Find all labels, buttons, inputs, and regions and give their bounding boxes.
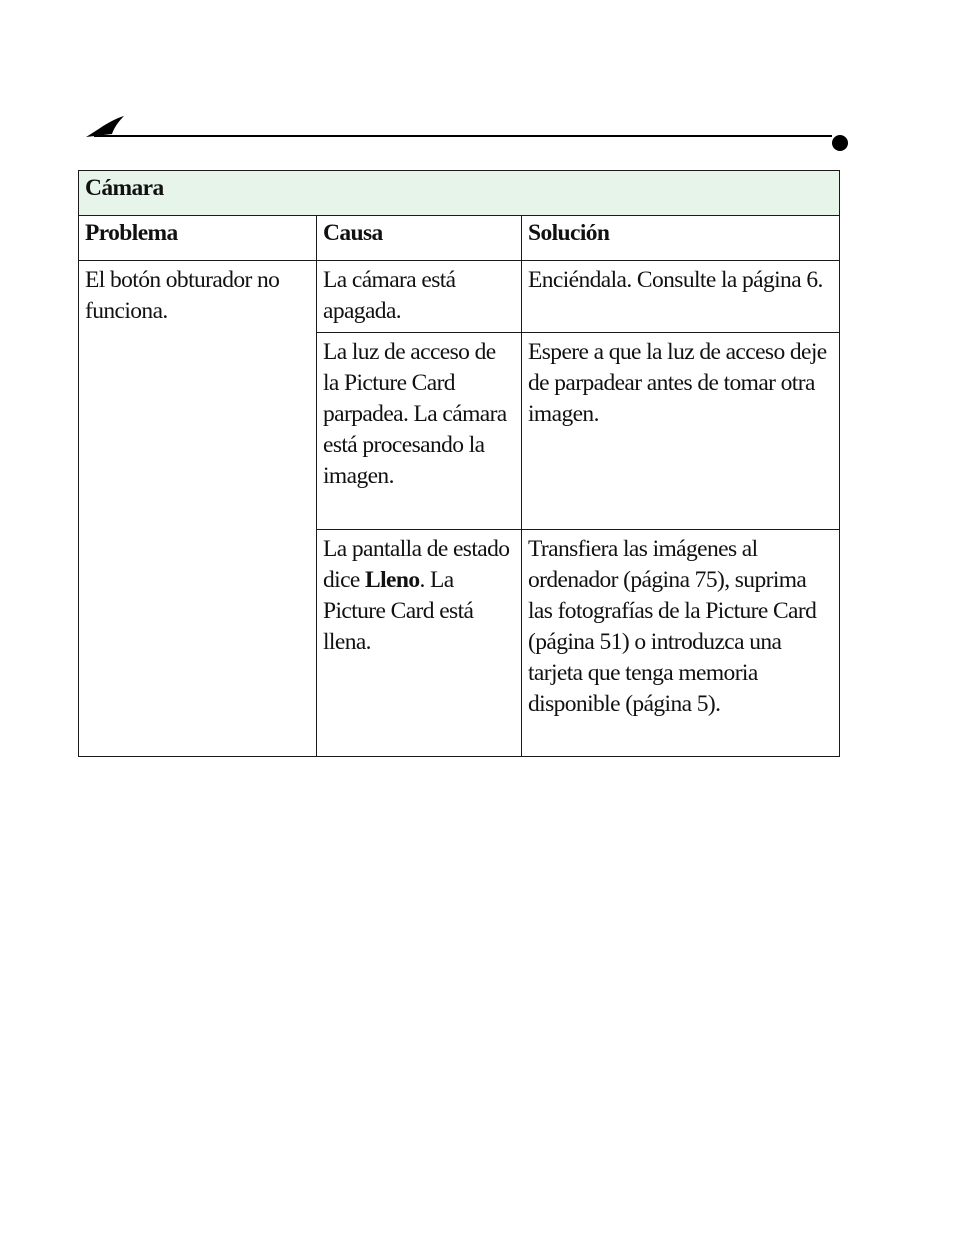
status-keyword: Lleno: [365, 567, 420, 593]
section-row: [79, 171, 840, 216]
table-header-row: [79, 216, 840, 261]
header-problem: Problema: [79, 216, 317, 261]
solution-cell: Espere a que la luz de acceso deje de parpadear antes de tomar otra imagen.: [522, 333, 840, 530]
solution-cell: Enciéndala. Consulte la página 6.: [522, 261, 840, 333]
problem-cell: El botón obturador no funciona.: [79, 261, 317, 757]
cause-text: La pantalla de estado dice: [323, 536, 510, 593]
quill-icon: [86, 116, 124, 137]
section-title: Cámara: [79, 171, 840, 216]
table-row: [79, 261, 840, 333]
cause-cell: La cámara está apagada.: [317, 261, 522, 333]
troubleshooting-table: [78, 170, 840, 757]
solution-cell: Transfiera las imágenes al ordenador (página 75), suprima las fotografías de la Picture Card (página 51) o introduzca una tarjeta que tenga memoria disponible (página 5).: [522, 530, 840, 757]
header-solution: Solución: [522, 216, 840, 261]
cause-cell: La luz de acceso de la Picture Card parpadea. La cámara está procesando la imagen.: [317, 333, 522, 530]
bullet-dot-icon: [832, 135, 848, 151]
header-rule: [84, 110, 854, 156]
header-cause: Causa: [317, 216, 522, 261]
cause-cell: [317, 530, 522, 757]
cause-text: . La Picture Card está llena.: [323, 567, 474, 655]
